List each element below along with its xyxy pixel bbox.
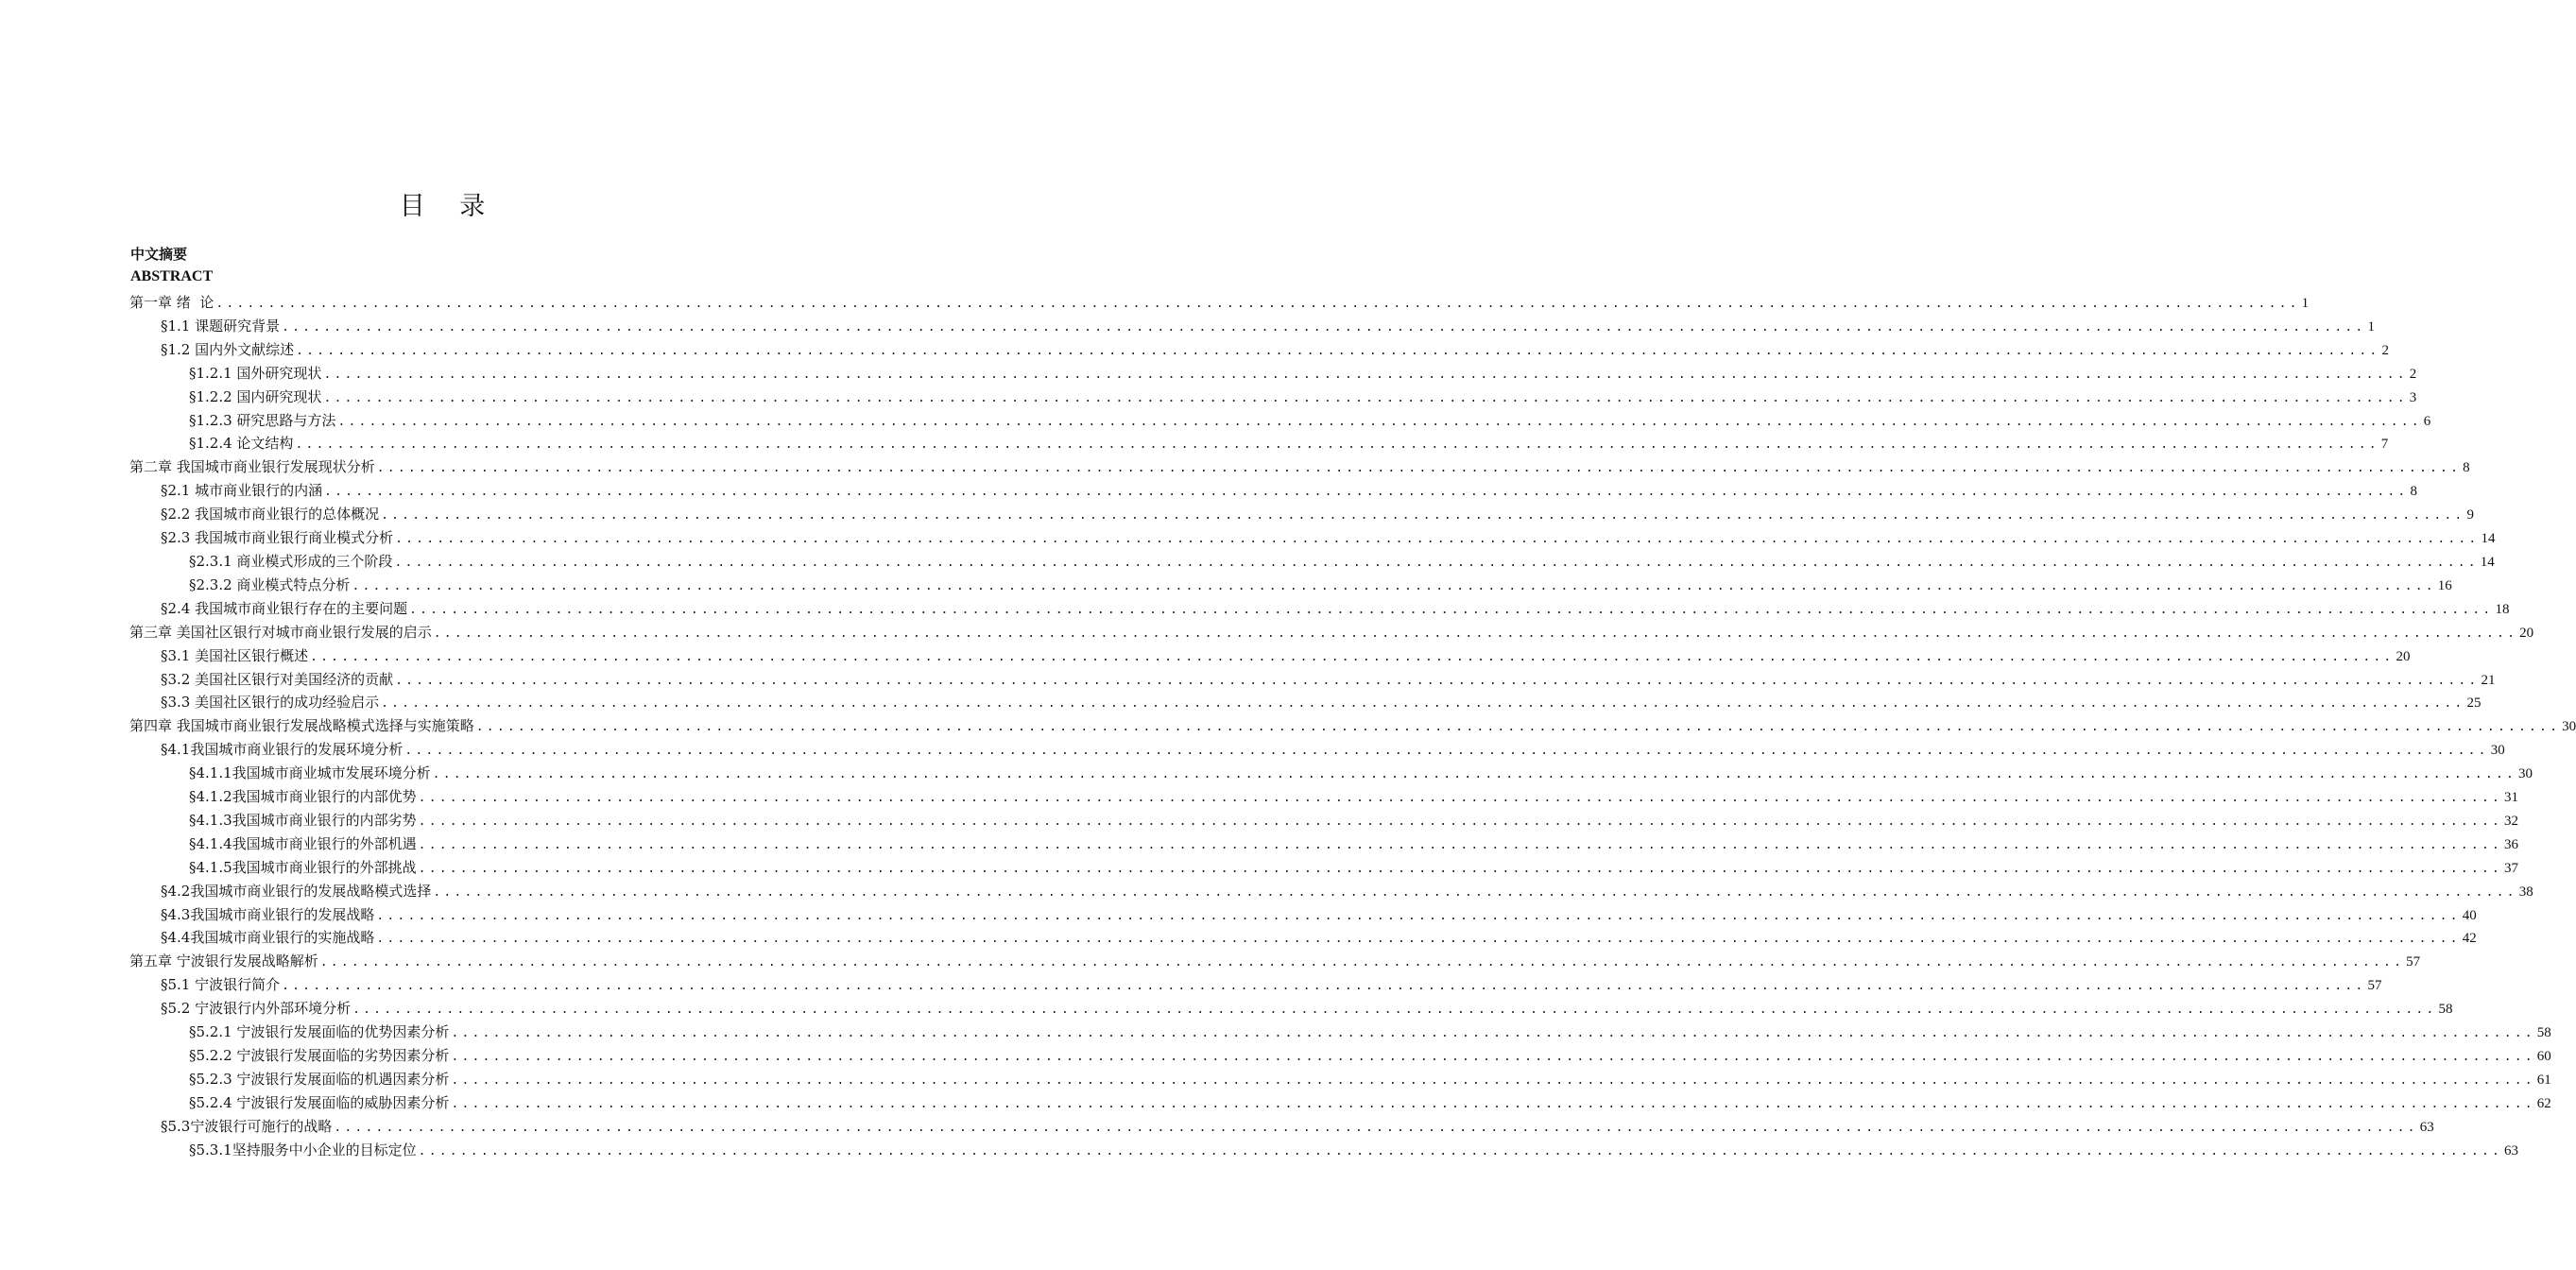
toc-entry-title: 第一章 绪 论 [129,294,215,311]
toc-entry-title: §3.1 美国社区银行概述 [161,646,309,664]
toc-entry-page-number: 38 [2518,884,2533,900]
toc-entry-title: 第四章 我国城市商业银行发展战略模式选择与实施策略 [129,717,474,735]
toc-entry-title: §4.1.4我国城市商业银行的外部机遇 [189,834,417,852]
toc-dot-leader: ........................................................................................................................................................................................................ [352,1003,2437,1018]
toc-entry-title: §2.3.2 商业模式特点分析 [189,575,351,593]
toc-entry-title: 第三章 美国社区银行对城市商业银行发展的启示 [129,623,432,641]
toc-entry-page-number: 30 [2490,743,2505,759]
toc-entry-page-number: 18 [2495,601,2510,617]
toc-entry-page-number: 61 [2536,1072,2551,1088]
toc-dot-leader: ........................................................................................................................................................................................................ [451,1050,2535,1064]
toc-entry-title: §5.2.2 宁波银行发展面临的劣势因素分析 [189,1047,450,1064]
toc-entry-page-number: 7 [2380,437,2389,453]
toc-dot-leader: ........................................................................................................................................................................................................ [215,297,2300,311]
toc-dot-leader: ........................................................................................................................................................................................................ [310,649,2395,664]
toc-dot-leader: ........................................................................................................................................................................................................ [282,979,2366,994]
toc-entry-title: §2.4 我国城市商业银行存在的主要问题 [161,599,408,617]
toc-dot-leader: ........................................................................................................................................................................................................ [323,367,2408,382]
toc-dot-leader: ........................................................................................................................................................................................................ [394,555,2479,570]
toc-entry-page-number: 2 [2381,342,2389,358]
page-title: 目 录 [399,192,499,221]
toc-entry-page-number: 58 [2438,1002,2453,1018]
toc-entry-page-number: 1 [2301,296,2310,311]
toc-entry[interactable] [0,574,2452,597]
toc-entry-title: §4.4我国城市商业银行的实施战略 [161,929,375,947]
toc-entry-page-number: 20 [2519,625,2534,641]
toc-entry-page-number: 1 [2367,318,2375,335]
toc-entry-title: §2.3.1 商业模式形成的三个阶段 [189,552,393,570]
toc-dot-leader: ........................................................................................................................................................................................................ [381,508,2465,523]
toc-dot-leader: ........................................................................................................................................................................................................ [323,390,2408,405]
toc-entry-page-number: 58 [2536,1025,2551,1041]
toc-entry-title: §4.1.1我国城市商业城市发展环境分析 [189,764,431,782]
toc-entry[interactable] [0,832,2519,856]
toc-entry[interactable] [0,1115,2434,1139]
toc-entry-page-number: 60 [2536,1049,2551,1064]
toc-dot-leader: ........................................................................................................................................................................................................ [334,1120,2418,1135]
toc-entry-title: §4.1.2我国城市商业银行的内部优势 [189,788,417,806]
toc-entry-page-number: 57 [2367,978,2382,994]
toc-entry[interactable] [0,738,2505,762]
toc-entry[interactable] [0,526,2496,550]
toc-entry-title: §2.3 我国城市商业银行商业模式分析 [161,529,394,547]
toc-dot-leader: ........................................................................................................................................................................................................ [418,837,2503,852]
toc-dot-leader: ........................................................................................................................................................................................................ [451,1026,2535,1041]
toc-entry-title: §5.3宁波银行可施行的战略 [161,1117,333,1135]
toc-entry-page-number: 57 [2406,954,2421,970]
front-matter-abstract[interactable]: ABSTRACT [130,268,214,284]
front-matter-chinese-abstract[interactable]: 中文摘要 [130,246,188,263]
toc-entry[interactable] [0,409,2431,433]
toc-dot-leader: ........................................................................................................................................................................................................ [433,884,2517,900]
toc-entry[interactable] [0,386,2417,409]
toc-entry-page-number: 21 [2481,672,2496,688]
toc-entry[interactable] [0,503,2474,526]
toc-dot-leader: ........................................................................................................................................................................................................ [451,1096,2535,1111]
toc-entry-title: §1.2.4 论文结构 [189,435,294,453]
toc-entry-page-number: 25 [2466,695,2482,712]
toc-entry[interactable] [0,621,2534,644]
toc-entry[interactable] [0,479,2417,503]
toc-dot-leader: ........................................................................................................................................................................................................ [475,720,2561,735]
toc-dot-leader: ........................................................................................................................................................................................................ [295,438,2379,453]
toc-entry[interactable] [0,1068,2551,1091]
toc-entry-page-number: 8 [2463,460,2470,476]
toc-entry-page-number: 30 [2562,719,2576,735]
toc-dot-leader: ........................................................................................................................................................................................................ [451,1073,2535,1088]
toc-dot-leader: ........................................................................................................................................................................................................ [409,602,2494,617]
toc-entry[interactable] [0,432,2389,455]
toc-dot-leader: ........................................................................................................................................................................................................ [319,955,2405,970]
toc-entry-title: §1.1 课题研究背景 [161,317,281,335]
toc-entry[interactable] [0,903,2477,927]
toc-entry-title: §1.2.1 国外研究现状 [189,364,322,382]
toc-entry[interactable] [0,550,2495,574]
toc-entry-page-number: 3 [2409,389,2417,405]
toc-dot-leader: ........................................................................................................................................................................................................ [418,791,2503,806]
toc-entry[interactable] [0,997,2453,1021]
toc-entry[interactable] [0,455,2470,479]
toc-entry-title: §3.3 美国社区银行的成功经验启示 [161,694,380,712]
toc-entry-title: 第五章 宁波银行发展战略解析 [129,952,318,970]
toc-entry-title: §5.2.4 宁波银行发展面临的威胁因素分析 [189,1093,450,1111]
toc-entry-page-number: 42 [2462,931,2477,947]
toc-entry-title: §4.3我国城市商业银行的发展战略 [161,905,375,923]
toc-entry-page-number: 36 [2504,836,2519,852]
toc-dot-leader: ........................................................................................................................................................................................................ [395,673,2480,688]
toc-dot-leader: ........................................................................................................................................................................................................ [432,767,2517,782]
toc-entry[interactable] [0,362,2417,386]
toc-entry-page-number: 14 [2480,554,2495,570]
toc-dot-leader: ........................................................................................................................................................................................................ [381,696,2465,712]
toc-entry-page-number: 14 [2481,531,2496,547]
toc-entry-page-number: 63 [2419,1119,2434,1135]
toc-entry[interactable] [0,762,2533,785]
toc-entry[interactable] [0,597,2510,621]
toc-entry-title: §4.1.3我国城市商业银行的内部劣势 [189,811,417,829]
toc-entry-page-number: 6 [2423,413,2431,429]
toc-entry[interactable] [0,926,2477,950]
toc-entry-page-number: 2 [2409,366,2417,382]
toc-entry-title: §2.2 我国城市商业银行的总体概况 [161,506,380,523]
toc-dot-leader: ........................................................................................................................................................................................................ [282,319,2366,335]
toc-entry-page-number: 32 [2504,813,2519,829]
toc-dot-leader: ........................................................................................................................................................................................................ [418,814,2503,829]
toc-entry[interactable] [0,1139,2519,1162]
toc-entry[interactable] [0,1091,2551,1115]
toc-dot-leader: ........................................................................................................................................................................................................ [418,861,2503,876]
toc-dot-leader: ........................................................................................................................................................................................................ [433,626,2518,641]
toc-entry-title: §1.2 国内外文献综述 [161,340,295,358]
toc-entry-page-number: 62 [2536,1095,2551,1111]
toc-entry-title: §4.1我国城市商业银行的发展环境分析 [161,741,404,759]
toc-entry[interactable] [0,809,2519,832]
toc-entry-page-number: 16 [2437,577,2452,593]
toc-entry-title: §4.2我国城市商业银行的发展战略模式选择 [161,882,432,900]
toc-entry[interactable] [0,1021,2551,1044]
toc-entry-page-number: 8 [2410,484,2417,500]
toc-entry[interactable] [0,668,2496,692]
toc-entry-page-number: 20 [2396,648,2411,664]
toc-entry-title: §5.2.1 宁波银行发展面临的优势因素分析 [189,1023,450,1041]
toc-entry-title: §1.2.2 国内研究现状 [189,387,322,405]
toc-dot-leader: ........................................................................................................................................................................................................ [404,744,2489,759]
toc-entry-page-number: 40 [2462,907,2477,923]
toc-entry-title: §5.1 宁波银行简介 [161,976,281,994]
toc-entry[interactable] [0,973,2382,997]
toc-entry[interactable] [0,856,2519,880]
toc-dot-leader: ........................................................................................................................................................................................................ [376,461,2462,476]
toc-entry-title: §4.1.5我国城市商业银行的外部挑战 [189,858,417,876]
toc-entry[interactable] [0,291,2310,315]
toc-entry-title: 第二章 我国城市商业银行发展现状分析 [129,458,375,476]
toc-entry[interactable] [0,950,2421,973]
toc-dot-leader: ........................................................................................................................................................................................................ [324,485,2409,500]
toc-entry-page-number: 37 [2504,860,2519,876]
toc-dot-leader: ........................................................................................................................................................................................................ [376,908,2461,923]
toc-entry-title: §3.2 美国社区银行对美国经济的贡献 [161,670,394,688]
toc-entry[interactable] [0,880,2533,903]
toc-entry[interactable] [0,785,2519,809]
toc-entry[interactable] [0,691,2482,714]
toc-dot-leader: ........................................................................................................................................................................................................ [376,932,2461,947]
toc-entry-page-number: 9 [2466,507,2474,523]
toc-entry[interactable] [0,315,2375,338]
toc-entry[interactable] [0,338,2389,362]
toc-entry-page-number: 31 [2504,790,2519,806]
toc-dot-leader: ........................................................................................................................................................................................................ [337,414,2422,429]
toc-entry-title: §1.2.3 研究思路与方法 [189,411,336,429]
toc-dot-leader: ........................................................................................................................................................................................................ [418,1143,2503,1158]
toc-entry[interactable] [0,1044,2551,1068]
toc-entry-title: §2.1 城市商业银行的内涵 [161,482,323,500]
toc-entry-title: §5.3.1坚持服务中小企业的目标定位 [189,1141,417,1158]
toc-entry-page-number: 30 [2518,766,2533,782]
table-of-contents [0,291,2576,1162]
toc-dot-leader: ........................................................................................................................................................................................................ [395,532,2480,547]
toc-entry[interactable] [0,714,2576,738]
toc-entry-title: §5.2.3 宁波银行发展面临的机遇因素分析 [189,1070,450,1088]
toc-entry-page-number: 63 [2504,1142,2519,1158]
toc-dot-leader: ........................................................................................................................................................................................................ [296,343,2380,358]
toc-entry[interactable] [0,644,2411,668]
toc-entry-title: §5.2 宁波银行内外部环境分析 [161,1000,352,1018]
toc-dot-leader: ........................................................................................................................................................................................................ [352,578,2436,593]
